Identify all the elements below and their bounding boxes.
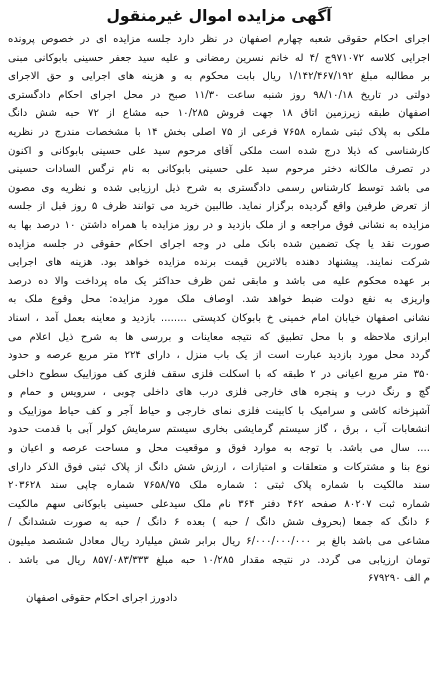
notice-line: شماره ثبت ۸۰۲۰۷ صفحه ۴۶۲ دفتر ۳۶۴ نام ملک سیدعلی حسینی بابوکانی سهم مالکیت [8,498,430,510]
notice-line: ۶ دانگ که جمعا (بحروف شش دانگ / حبه ) بعده ۶ دانگ / حبه به صورت ششدانگ / [8,517,430,529]
notice-line: .... سال می باشد. با توجه به موارد فوق و موقعیت محل و مساحت عرصه و اعیان و [8,443,430,455]
notice-line: آشپزخانه کاشی و سرامیک با کابینت فلزی نمای خارجی و حیاط آجر و کف حیاط موزاییک و [8,405,430,417]
notice-line: از تعرض طرفین واقع گردیده برگزار نماید. طالبین خرید می توانند ظرف ۵ روز قبل از جلسه [8,201,430,213]
notice-line: واریزی به نفع دولت ضبط خواهد شد. اوصاف ملک مورد مزایده: محل وقوع ملک به [8,294,430,306]
notice-title: آگهی مزایده اموال غیرمنقول [106,7,332,25]
notice-line: تومان ارزیابی می گردد. در نتیجه مقدار ۱۰/۲۸۵ حبه مبلغ ۸۵۷/۰۸۳/۳۳۳ ریال می باشد . [8,554,430,566]
notice-line: در تصرف مالکانه دختر مرحوم سید علی حسینی بابوکانی به نام نرگس السادات حسینی [8,164,430,176]
notice-line: گردد محل مورد بازدید عبارت است از یک باب منزل ، دارای ۲۲۴ متر مربع عرصه و حدود [8,350,430,362]
notice-line: مزایده به نشانی فوق مراجعه و از ملک بازدید و در روز مزایده با همراه داشتن ۱۰ درصد بها به [8,219,430,231]
notice-line: صورت نقد یا چک تضمین شده بانک ملی در وجه اجرای احکام حقوقی در جلسه مزایده [8,238,430,250]
notice-line: سند مالکیت با شماره پلاک ثبتی : شماره ملک ۷۶۵۸/۷۵ شماره چاپی سند ۲۰۳۶۲۸ [8,480,430,492]
notice-line: اجرایی کلاسه ۹۷۱۰۷۲ج /۴ له خانم نسرین رمضانی و علیه سید جعفر حسینی بابوکانی مبنی [8,52,430,64]
notice-line: دولتی در تاریخ ۹۸/۱۰/۱۸ روز شنبه ساعت ۱۱/۳۰ صبح در محل اجرای احکام دادگستری [8,89,430,101]
notice-line: نوع بنا و مشترکات و متعلقات و امتیازات ، ارزش شش دانگ از پلاک ثبتی فوق الذکر دارای [8,461,430,473]
notice-line: شرکت نمایند. پیشنهاد دهنده بالاترین قیمت برنده مزایده خواهد بود. هزینه های اجرایی [8,257,430,269]
notice-line: ۳۵۰ متر مربع اعیانی در ۲ طبقه که با اسکلت فلزی سقف فلزی کف موزاییک سطوح داخلی [8,368,430,380]
notice-line: اصفهان طبقه زیرزمین اتاق ۱۸ جهت فروش ۱۰/۲۸۵ حبه مشاع از ۷۲ حبه شش دانگ [8,108,430,120]
notice-line: می باشد توسط کارشناس رسمی دادگستری به شرح ذیل ارزیابی شده و نظریه وی مصون [8,182,430,194]
signature: دادورز اجرای احکام حقوقی اصفهان [26,592,178,604]
notice-line: مشاعی می باشد بالغ بر ۶/۰۰۰/۰۰۰/۰۰۰ ریال برابر شش میلیارد ریال معادل ششصد میلیون [8,536,430,548]
notice-line: بر مطالبه مبلغ ۱/۱۴۲/۴۶۷/۱۹۲ ریال بابت محکوم به و هزینه های اجرایی و حق الاجرای [8,71,430,83]
notice-line: بر عهده محکوم علیه می باشد و مابقی ثمن ظرف حداکثر یک ماه پرداخت والا ده درصد [8,275,430,287]
notice-line: م الف ۶۷۹۲۹۰ [367,573,430,585]
notice-line: اجرای احکام حقوقی شعبه چهارم اصفهان در نظر دارد جلسه مزایده ای در خصوص پرونده [8,34,430,45]
notice-line: نشانی اصفهان خیابان امام خمینی خ بابوکان کدپستی ........ بازدید و معاینه بعمل آمد ، اسناد [8,312,430,324]
notice-line: گچ و رنگ درب و پنجره های خارجی فلزی درب های داخلی چوبی ، سرویس و حمام و [8,387,430,399]
notice-line: انشعابات آب ، برق ، گاز سیستم گرمایشی بخاری سیستم سرمایش کولر آبی با قدمت حدود [8,424,430,436]
notice-line: ملکی به پلاک ثبتی شماره ۷۶۵۸ فرعی از ۷۵ اصلی بخش ۱۴ با مشخصات مندرج در نظریه [8,126,430,138]
notice-body [8,31,430,589]
notice-line: ابرازی ملاحظه و با محل تطبیق که نتیجه معاینات و بررسی ها به شرح ذیل اعلام می [8,331,430,343]
notice-line: کارشناسی که ذیلا درج شده است ملکی آقای مرحوم سید علی حسینی بابوکانی و اکنون [8,145,430,157]
